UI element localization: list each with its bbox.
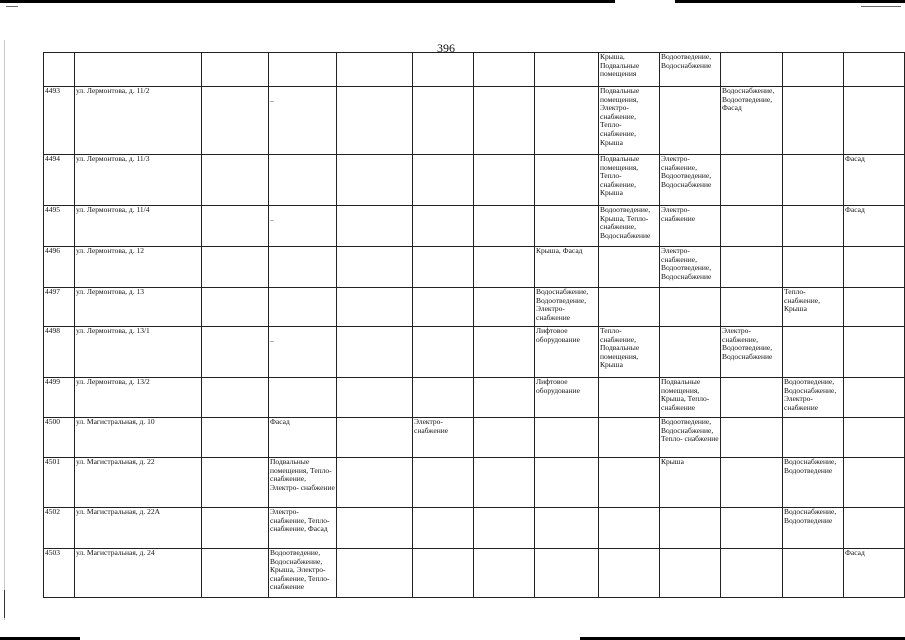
work-type-cell xyxy=(474,418,535,458)
work-type-cell xyxy=(721,378,783,418)
work-type-cell xyxy=(599,206,660,247)
work-type-cell xyxy=(269,458,337,508)
work-type-cell xyxy=(535,458,599,508)
address-cell: ул. Лермонтова, д. 13/1 xyxy=(75,327,202,378)
work-type-cell xyxy=(783,327,844,378)
work-type-text: Электро- снабжение xyxy=(661,205,696,223)
work-type-cell xyxy=(535,87,599,155)
address-cell: ул. Лермонтова, д. 13 xyxy=(75,288,202,327)
work-type-cell xyxy=(535,247,599,288)
work-type-cell xyxy=(413,508,474,549)
work-type-cell xyxy=(413,206,474,247)
work-type-cell xyxy=(844,327,905,378)
work-type-text: Электро- снабжение xyxy=(414,417,449,435)
work-type-cell xyxy=(202,247,269,288)
work-type-text: Водоснабжение, Водоотведение xyxy=(784,457,837,475)
table-row xyxy=(44,418,905,458)
work-type-cell xyxy=(337,378,413,418)
work-type-cell xyxy=(783,508,844,549)
table-row xyxy=(44,549,905,598)
address-cell xyxy=(75,53,202,87)
work-type-cell xyxy=(269,206,337,247)
work-type-text: Водоотведение, Водоснабжение, Электро- снабжение xyxy=(784,377,837,412)
work-type-cell xyxy=(721,418,783,458)
work-type-cell xyxy=(721,87,783,155)
work-type-cell xyxy=(844,288,905,327)
work-type-cell xyxy=(599,327,660,378)
row-number-cell: 4499 xyxy=(44,378,75,418)
scan-left-edge xyxy=(4,590,5,618)
work-type-cell xyxy=(660,418,721,458)
table-row xyxy=(44,87,905,155)
row-number-cell: 4500 xyxy=(44,418,75,458)
work-type-text: Электро- снабжение, Водоотведение, Водоснабжение xyxy=(661,246,712,281)
address-cell: ул. Магистральная, д. 22 xyxy=(75,458,202,508)
work-type-text: Крыша xyxy=(661,457,684,466)
work-type-cell xyxy=(202,155,269,206)
work-type-cell xyxy=(474,53,535,87)
work-type-cell xyxy=(413,155,474,206)
work-type-cell xyxy=(202,378,269,418)
work-type-cell xyxy=(660,378,721,418)
work-type-cell xyxy=(599,53,660,87)
work-type-cell xyxy=(783,247,844,288)
work-type-cell xyxy=(599,418,660,458)
work-type-cell xyxy=(660,247,721,288)
work-type-cell xyxy=(474,378,535,418)
work-type-cell xyxy=(844,87,905,155)
work-type-cell xyxy=(337,458,413,508)
work-type-cell xyxy=(535,549,599,598)
work-type-cell xyxy=(202,508,269,549)
row-number-cell: 4493 xyxy=(44,87,75,155)
work-type-cell xyxy=(660,458,721,508)
work-type-cell xyxy=(202,288,269,327)
corner-mark xyxy=(861,6,901,7)
work-type-cell xyxy=(783,87,844,155)
work-type-text: Фасад xyxy=(845,548,865,557)
work-type-cell xyxy=(413,247,474,288)
address-cell: ул. Магистральная, д. 24 xyxy=(75,549,202,598)
table-row xyxy=(44,53,905,87)
work-type-text: Лифтовое оборудование xyxy=(536,326,580,344)
work-type-cell xyxy=(783,418,844,458)
table-row xyxy=(44,327,905,378)
work-type-cell xyxy=(660,327,721,378)
work-type-text: Тепло- снабжение, Крыша xyxy=(784,287,820,314)
work-type-cell xyxy=(269,53,337,87)
work-type-text: Крыша, Подвальные помещения xyxy=(600,52,640,79)
work-type-cell xyxy=(721,327,783,378)
work-type-cell xyxy=(337,418,413,458)
table-row xyxy=(44,155,905,206)
work-type-cell xyxy=(535,206,599,247)
address-cell: ул. Лермонтова, д. 11/3 xyxy=(75,155,202,206)
work-type-cell xyxy=(844,549,905,598)
work-type-cell xyxy=(783,549,844,598)
work-type-cell xyxy=(783,378,844,418)
work-type-cell xyxy=(599,458,660,508)
work-type-cell xyxy=(202,87,269,155)
work-type-cell xyxy=(202,549,269,598)
scan-left-edge xyxy=(4,40,5,620)
row-number-cell: 4495 xyxy=(44,206,75,247)
work-type-cell xyxy=(844,155,905,206)
work-type-cell xyxy=(844,206,905,247)
work-type-cell xyxy=(269,288,337,327)
work-type-cell xyxy=(721,247,783,288)
work-type-text: Подвальные помещения, Тепло-снабжение, Электро- снабжение xyxy=(270,457,335,492)
work-type-cell xyxy=(535,508,599,549)
work-type-text: Водоотведение, Крыша, Тепло- снабжение, Водоснабжение xyxy=(600,205,651,240)
work-type-text: Электро- снабжение, Водоотведение, Водоснабжение xyxy=(661,154,712,189)
work-type-cell xyxy=(474,155,535,206)
work-type-text: Подвальные помещения, Электро- снабжение, Тепло- снабжение, Крыша xyxy=(600,86,640,147)
work-type-cell xyxy=(844,378,905,418)
work-type-cell xyxy=(783,155,844,206)
work-type-cell xyxy=(599,508,660,549)
work-type-cell xyxy=(269,549,337,598)
address-cell: ул. Лермонтова, д. 11/2 xyxy=(75,87,202,155)
table-row xyxy=(44,458,905,508)
work-type-cell xyxy=(844,418,905,458)
table-row xyxy=(44,508,905,549)
row-number-cell xyxy=(44,53,75,87)
work-type-cell xyxy=(844,53,905,87)
work-type-cell xyxy=(337,247,413,288)
work-type-cell xyxy=(599,87,660,155)
work-type-text: – xyxy=(270,336,274,345)
address-cell: ул. Магистральная, д. 10 xyxy=(75,418,202,458)
work-type-cell xyxy=(337,206,413,247)
repair-schedule-table xyxy=(43,52,905,598)
work-type-cell xyxy=(535,378,599,418)
work-type-cell xyxy=(474,247,535,288)
work-type-cell xyxy=(660,155,721,206)
work-type-text: Фасад xyxy=(845,154,865,163)
work-type-cell xyxy=(413,458,474,508)
work-type-cell xyxy=(337,87,413,155)
work-type-cell xyxy=(783,458,844,508)
work-type-cell xyxy=(474,327,535,378)
work-type-cell xyxy=(269,327,337,378)
work-type-text: – xyxy=(270,96,274,105)
work-type-text: Фасад xyxy=(845,205,865,214)
work-type-cell xyxy=(474,288,535,327)
work-type-text: Электро- снабжение, Тепло-снабжение, Фасад xyxy=(270,507,330,534)
work-type-text: Водоотведение, Водоснабжение, Крыша, Электро- снабжение, Тепло-снабжение xyxy=(270,548,330,592)
work-type-cell xyxy=(202,327,269,378)
address-cell: ул. Лермонтова, д. 12 xyxy=(75,247,202,288)
work-type-cell xyxy=(599,155,660,206)
work-type-text: Фасад xyxy=(270,417,290,426)
work-type-cell xyxy=(202,458,269,508)
work-type-cell xyxy=(599,378,660,418)
work-type-cell xyxy=(337,53,413,87)
work-type-text: Тепло- снабжение, Подвальные помещения, Крыша xyxy=(600,326,640,370)
address-cell: ул. Лермонтова, д. 13/2 xyxy=(75,378,202,418)
work-type-cell xyxy=(599,247,660,288)
work-type-cell xyxy=(413,378,474,418)
work-type-cell xyxy=(413,549,474,598)
work-type-cell xyxy=(413,418,474,458)
work-type-cell xyxy=(535,155,599,206)
address-cell: ул. Магистральная, д. 22А xyxy=(75,508,202,549)
work-type-cell xyxy=(535,288,599,327)
work-type-cell xyxy=(413,87,474,155)
work-type-cell xyxy=(721,508,783,549)
top-border-line xyxy=(0,0,905,3)
work-type-cell xyxy=(535,327,599,378)
table-row xyxy=(44,378,905,418)
work-type-cell xyxy=(721,458,783,508)
address-cell: ул. Лермонтова, д. 11/4 xyxy=(75,206,202,247)
work-type-text: Электро- снабжение, Водоотведение, Водоснабжение xyxy=(722,326,773,361)
top-border-gap xyxy=(615,0,675,3)
work-type-cell xyxy=(269,418,337,458)
work-type-cell xyxy=(844,247,905,288)
work-type-cell xyxy=(721,206,783,247)
work-type-cell xyxy=(413,327,474,378)
work-type-cell xyxy=(535,53,599,87)
work-type-cell xyxy=(721,549,783,598)
work-type-cell xyxy=(474,508,535,549)
work-type-text: Водоотведение, Водоснабжение, Тепло- снабжение xyxy=(661,417,719,444)
row-number-cell: 4498 xyxy=(44,327,75,378)
work-type-cell xyxy=(269,155,337,206)
work-type-cell xyxy=(660,508,721,549)
work-type-cell xyxy=(474,206,535,247)
work-type-cell xyxy=(660,288,721,327)
work-type-cell xyxy=(721,53,783,87)
table-row xyxy=(44,288,905,327)
work-type-cell xyxy=(337,327,413,378)
work-type-text: Подвальные помещения, Крыша, Тепло- снабжение xyxy=(661,377,710,412)
work-type-cell xyxy=(599,288,660,327)
work-type-cell xyxy=(844,458,905,508)
row-number-cell: 4496 xyxy=(44,247,75,288)
work-type-cell xyxy=(269,378,337,418)
work-type-text: Водоснабжение, Водоотведение xyxy=(784,507,837,525)
row-number-cell: 4502 xyxy=(44,508,75,549)
work-type-cell xyxy=(269,87,337,155)
work-type-text: Водоотведение, Водоснабжение xyxy=(661,52,712,70)
page-number: 396 xyxy=(437,41,455,55)
work-type-cell xyxy=(202,53,269,87)
work-type-cell xyxy=(474,458,535,508)
work-type-text: Водоснабжение, Водоотведение, Фасад xyxy=(722,86,775,113)
table-row xyxy=(44,247,905,288)
work-type-cell xyxy=(783,53,844,87)
row-number-cell: 4503 xyxy=(44,549,75,598)
work-type-text: Лифтовое оборудование xyxy=(536,377,580,395)
work-type-cell xyxy=(660,53,721,87)
work-type-cell xyxy=(599,549,660,598)
row-number-cell: 4497 xyxy=(44,288,75,327)
work-type-text: – xyxy=(270,215,274,224)
work-type-cell xyxy=(660,206,721,247)
work-type-text: Подвальные помещения, Тепло- снабжение, Крыша xyxy=(600,154,640,198)
work-type-cell xyxy=(337,549,413,598)
work-type-cell xyxy=(721,288,783,327)
work-type-cell xyxy=(269,247,337,288)
row-number-cell: 4501 xyxy=(44,458,75,508)
work-type-cell xyxy=(337,155,413,206)
work-type-cell xyxy=(202,418,269,458)
work-type-cell xyxy=(660,87,721,155)
table-row xyxy=(44,206,905,247)
row-number-cell: 4494 xyxy=(44,155,75,206)
work-type-cell xyxy=(474,87,535,155)
work-type-cell xyxy=(783,206,844,247)
work-type-cell xyxy=(337,508,413,549)
work-type-text: Водоснабжение, Водоотведение, Электро- снабжение xyxy=(536,287,589,322)
work-type-cell xyxy=(660,549,721,598)
work-type-cell xyxy=(413,288,474,327)
work-type-cell xyxy=(535,418,599,458)
work-type-cell xyxy=(337,288,413,327)
work-type-cell xyxy=(844,508,905,549)
work-type-cell xyxy=(269,508,337,549)
corner-mark xyxy=(6,6,18,7)
work-type-cell xyxy=(202,206,269,247)
work-type-text: Крыша, Фасад xyxy=(536,246,583,255)
work-type-cell xyxy=(474,549,535,598)
work-type-cell xyxy=(413,53,474,87)
work-type-cell xyxy=(721,155,783,206)
work-type-cell xyxy=(783,288,844,327)
